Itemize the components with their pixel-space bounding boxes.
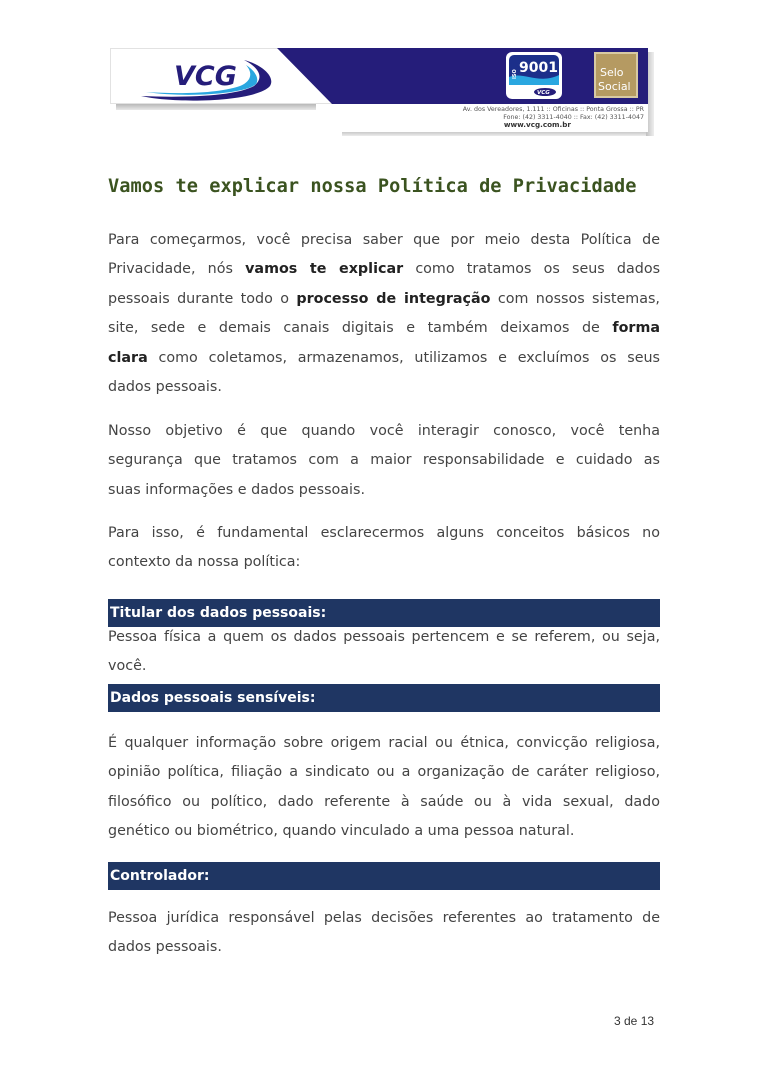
text-line: É qualquer informação sobre origem racial ou étnica, convicção religiosa,: [108, 735, 660, 751]
text-line: [108, 314, 660, 343]
text-line: filosófico ou político, dado referente à saúde ou à vida sexual, dado: [108, 793, 660, 810]
text-run: com nossos sistemas,: [490, 290, 660, 307]
text-line: [108, 255, 660, 284]
text-run: como coletamos, armazenamos, utilizamos e excluímos os seus: [147, 349, 660, 366]
bold-text: vamos te explicar: [245, 261, 404, 278]
text-line: Nosso objetivo é que quando você interagir conosco, você tenha: [108, 423, 660, 439]
selo-text-2: Social: [598, 80, 631, 93]
website-link[interactable]: www.vcg.com.br: [503, 120, 571, 130]
page-title: Vamos te explicar nossa Política de Privacidade: [108, 176, 637, 197]
company-address: [463, 106, 644, 129]
text-line: Pessoa jurídica responsável pelas decisões referentes ao tratamento de: [108, 910, 660, 926]
letterhead-banner: [110, 48, 650, 132]
text-line: você.: [108, 658, 147, 675]
bold-text: clara: [108, 349, 148, 366]
definition-body-sensitive-data: [108, 729, 660, 847]
definition-body-titular: [108, 623, 660, 682]
definition-term-controller: Controlador:: [108, 862, 660, 890]
bold-text: forma: [612, 320, 660, 337]
text-line: contexto da nossa política:: [108, 554, 301, 571]
selo-text-1: Selo: [600, 66, 624, 79]
selo-social-seal: [594, 52, 638, 98]
text-run: como tratamos os seus dados: [403, 261, 661, 278]
text-line: opinião política, filiação a sindicato ou a organização de caráter religioso,: [108, 764, 660, 781]
text-line: dados pessoais.: [108, 939, 222, 956]
text-line: [108, 285, 660, 314]
text-line: Para isso, é fundamental esclarecermos alguns conceitos básicos no: [108, 525, 660, 541]
address-line: Av. dos Vereadores, 1.111 :: Oficinas :: Ponta Grossa :: PR: [462, 106, 644, 113]
iso-vcg-mark: VCG: [537, 90, 550, 96]
text-line: genético ou biométrico, quando vinculado a uma pessoa natural.: [108, 823, 575, 840]
text-line: suas informações e dados pessoais.: [108, 481, 366, 498]
page-number: 3 de 13: [614, 1014, 655, 1028]
text-line: [108, 344, 660, 373]
logo-text: VCG: [174, 61, 237, 92]
definition-body-controller: [108, 904, 660, 963]
iso-9001-badge: [505, 51, 563, 100]
phone-line: Fone: (42) 3311-4040 :: Fax: (42) 3311-4047: [503, 113, 644, 121]
definition-term-sensitive-data: Dados pessoais sensíveis:: [108, 684, 660, 712]
objective-paragraph: [108, 417, 660, 505]
banner-shadow: [116, 104, 316, 110]
text-line: Pessoa física a quem os dados pessoais pertencem e se referem, ou seja,: [108, 629, 660, 645]
bold-text: processo de integração: [296, 290, 491, 307]
text-line: Para começarmos, você precisa saber que por meio desta Política de: [108, 232, 660, 248]
iso-label: ISO: [512, 69, 518, 79]
vcg-logo: [136, 52, 276, 102]
text-run: Privacidade, nós: [108, 261, 246, 278]
intro-paragraph: [108, 226, 660, 402]
text-line: dados pessoais.: [108, 378, 222, 395]
text-run: site, sede e demais canais digitais e também deixamos de: [108, 320, 613, 337]
text-run: pessoais durante todo o: [108, 290, 297, 307]
definition-term-titular: Titular dos dados pessoais:: [108, 599, 660, 627]
iso-number: 9001: [519, 60, 558, 76]
concepts-paragraph: [108, 519, 660, 578]
text-line: segurança que tratamos com a maior responsabilidade e cuidado as: [108, 452, 660, 469]
